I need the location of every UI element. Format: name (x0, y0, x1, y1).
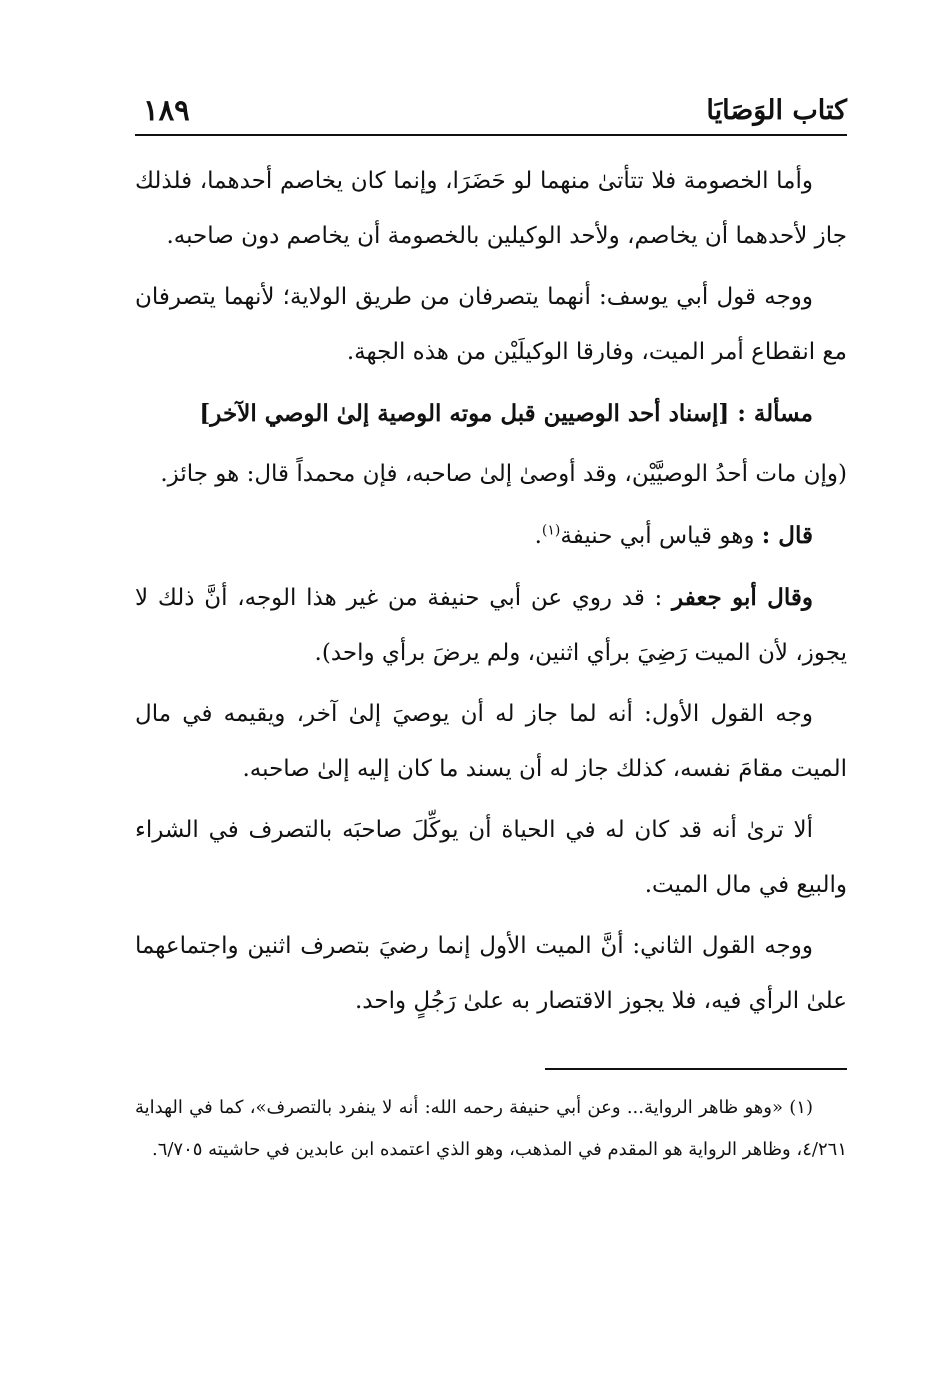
footnote-divider (545, 1068, 847, 1070)
footnote-reference: (١) (541, 522, 561, 539)
footnotes (135, 1087, 847, 1171)
footnote-1: (١) «وهو ظاهر الرواية... وعن أبي حنيفة رحمه الله: أنه لا ينفرد بالتصرف»، كما في الهداية ٤/٢٦١، وظاهر الرواية هو المقدم في المذهب، وهو الذي اعتمده ابن عابدين في حاشيته ٦/٧٠٥. (135, 1097, 847, 1160)
paragraph-5 (135, 570, 847, 687)
paragraph-5-text: : قد روي عن أبي حنيفة من غير هذا الوجه، أنَّ ذلك لا يجوز، لأن الميت رَضِيَ برأي اثنين، ولم يرضَ برأي واحد). (135, 585, 847, 666)
paragraph-3: (وإن مات أحدُ الوصيَّيْن، وقد أوصىٰ إلىٰ صاحبه، فإن محمداً قال: هو جائز. (160, 461, 847, 487)
running-title: كتاب الوَصَايَا (706, 95, 847, 126)
paragraph-4-end: . (534, 523, 542, 549)
paragraph-4 (135, 508, 847, 570)
speaker-label-abu-jaafar: وقال أبو جعفر (672, 584, 813, 611)
paragraph-8: ووجه القول الثاني: أنَّ الميت الأول إنما رضيَ بتصرف اثنين واجتماعهما علىٰ الرأي فيه، فلا يجوز الاقتصار به علىٰ رَجُلٍ واحد. (135, 933, 847, 1014)
question-heading: مسألة : [إسناد أحد الوصيين قبل موته الوصية إلىٰ الوصي الآخر] (199, 400, 813, 427)
paragraph-1: وأما الخصومة فلا تتأتىٰ منهما لو حَضَرَا، وإنما كان يخاصم أحدهما، فلذلك جاز لأحدهما أن يخاصم، ولأحد الوكيلين بالخصومة أن يخاصم دون صاحبه. (135, 168, 847, 249)
page-number: ١٨٩ (143, 93, 190, 127)
book-page (135, 88, 847, 1318)
main-text (135, 154, 847, 1035)
paragraph-6: وجه القول الأول: أنه لما جاز له أن يوصيَ إلىٰ آخر، ويقيمه في مال الميت مقامَ نفسه، كذلك جاز له أن يسند ما كان إليه إلىٰ صاحبه. (135, 701, 847, 782)
paragraph-2: ووجه قول أبي يوسف: أنهما يتصرفان من طريق الولاية؛ لأنهما يتصرفان مع انقطاع أمر الميت، وفارقا الوكيلَيْن من هذه الجهة. (135, 284, 847, 365)
paragraph-4-text: وهو قياس أبي حنيفة (560, 523, 762, 549)
speaker-label: قال : (761, 522, 813, 549)
running-header (135, 88, 847, 136)
paragraph-7: ألا ترىٰ أنه قد كان له في الحياة أن يوكِّلَ صاحبَه بالتصرف في الشراء والبيع في مال الميت. (135, 817, 847, 898)
